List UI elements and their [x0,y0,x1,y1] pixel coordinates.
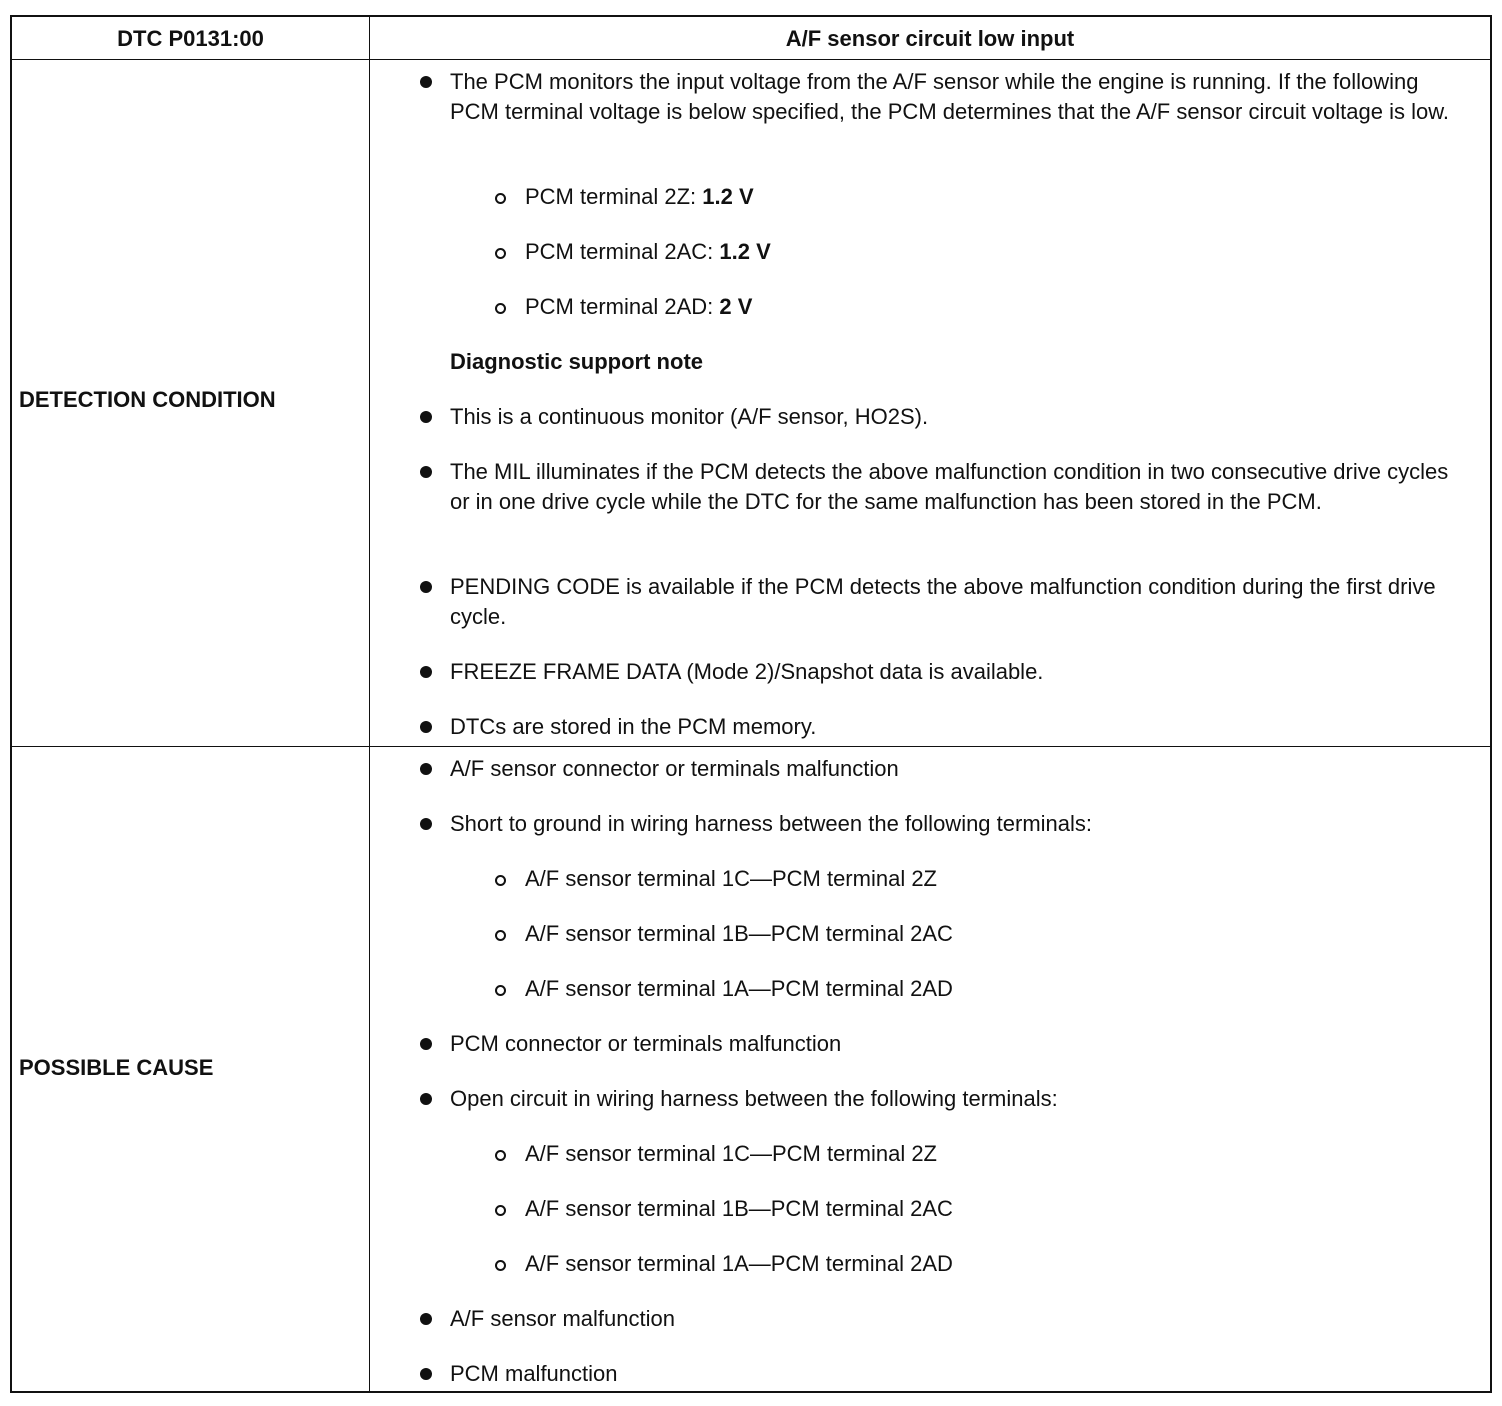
sub-bullet-icon [495,930,506,941]
short-terminal-item: A/F sensor terminal 1C—PCM terminal 2Z [525,866,937,891]
bullet-icon [420,1038,432,1050]
note-item: PENDING CODE is available if the PCM detects the above malfunction condition during the first drive cycle. [450,574,1436,629]
cause-item: Short to ground in wiring harness between the following terminals: [450,811,1093,836]
sub-bullet-icon [495,193,506,204]
open-terminal-item: A/F sensor terminal 1C—PCM terminal 2Z [525,1141,937,1166]
detection-condition-content [370,60,1490,746]
note-item: The MIL illuminates if the PCM detects the above malfunction condition in two consecutive drive cycles or in one drive cycle while the DTC for the same malfunction has been stored in the PCM. [450,459,1449,514]
sub-bullet-icon [495,875,506,886]
sub-bullet-icon [495,1260,506,1271]
bullet-icon [420,763,432,775]
possible-cause-label: POSSIBLE CAUSE [19,1055,214,1080]
bullet-icon [420,1368,432,1380]
short-terminal-item: A/F sensor terminal 1A—PCM terminal 2AD [525,976,953,1001]
threshold-item: PCM terminal 2AD: 2 V [525,294,753,319]
sub-bullet-icon [495,985,506,996]
cause-item: PCM connector or terminals malfunction [450,1031,842,1056]
dtc-code-header: DTC P0131:00 [117,26,264,51]
bullet-icon [420,76,432,88]
possible-cause-content [370,747,1490,1391]
cause-item: A/F sensor connector or terminals malfunction [450,756,899,781]
note-item: DTCs are stored in the PCM memory. [450,714,817,739]
bullet-icon [420,1093,432,1105]
short-terminal-item: A/F sensor terminal 1B—PCM terminal 2AC [525,921,953,946]
sub-bullet-icon [495,1150,506,1161]
diagnostic-support-note-title: Diagnostic support note [450,349,703,374]
detection-condition-label: DETECTION CONDITION [19,387,276,412]
sub-bullet-icon [495,303,506,314]
dtc-table [10,15,1492,1393]
bullet-icon [420,581,432,593]
bullet-icon [420,666,432,678]
note-item: This is a continuous monitor (A/F sensor, HO2S). [450,404,929,429]
open-terminal-item: A/F sensor terminal 1B—PCM terminal 2AC [525,1196,953,1221]
cause-item: A/F sensor malfunction [450,1306,675,1331]
bullet-icon [420,818,432,830]
threshold-item: PCM terminal 2Z: 1.2 V [525,184,754,209]
bullet-icon [420,721,432,733]
bullet-icon [420,1313,432,1325]
bullet-icon [420,411,432,423]
dtc-description-header: A/F sensor circuit low input [785,26,1075,51]
bullet-icon [420,466,432,478]
open-terminal-item: A/F sensor terminal 1A—PCM terminal 2AD [525,1251,953,1276]
cause-item: Open circuit in wiring harness between the following terminals: [450,1086,1058,1111]
cause-item: PCM malfunction [450,1361,618,1386]
threshold-item: PCM terminal 2AC: 1.2 V [525,239,771,264]
sub-bullet-icon [495,248,506,259]
detection-intro-text: The PCM monitors the input voltage from the A/F sensor while the engine is running. If the following PCM terminal voltage is below specified, the PCM determines that the A/F sensor circuit voltage is low. [450,69,1449,124]
sub-bullet-icon [495,1205,506,1216]
note-item: FREEZE FRAME DATA (Mode 2)/Snapshot data is available. [450,659,1044,684]
